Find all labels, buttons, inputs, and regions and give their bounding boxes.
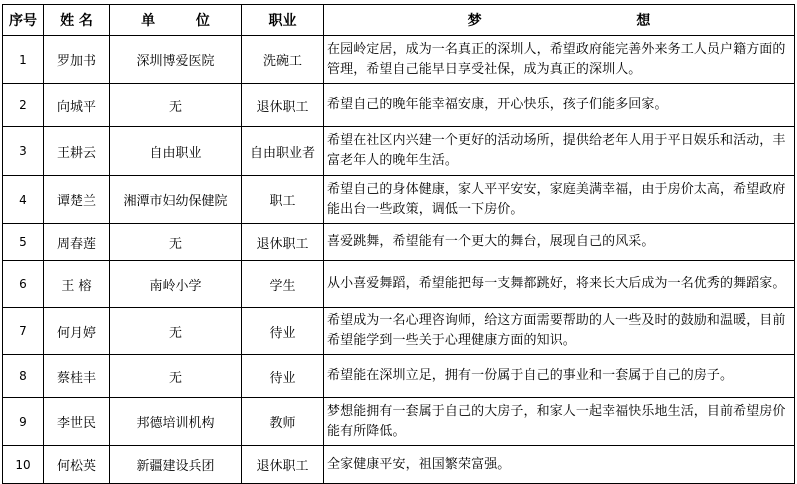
cell-unit: 深圳博爱医院	[110, 36, 242, 84]
cell-index: 10	[3, 446, 44, 484]
cell-dream: 希望自己的晚年能幸福安康，开心快乐，孩子们能多回家。	[324, 84, 795, 127]
cell-job: 教师	[242, 398, 324, 446]
cell-name: 周春莲	[44, 224, 110, 261]
table-row	[3, 355, 795, 398]
table-row	[3, 261, 795, 308]
cell-dream: 希望自己的身体健康，家人平平安安，家庭美满幸福，由于房价太高，希望政府能出台一些政策，调低一下房价。	[324, 176, 795, 224]
cell-job: 退休职工	[242, 84, 324, 127]
cell-unit: 无	[110, 308, 242, 355]
cell-name: 向城平	[44, 84, 110, 127]
cell-index: 2	[3, 84, 44, 127]
cell-name: 王 榕	[44, 261, 110, 308]
cell-name: 蔡桂丰	[44, 355, 110, 398]
table-row	[3, 398, 795, 446]
cell-job: 学生	[242, 261, 324, 308]
cell-unit: 自由职业	[110, 127, 242, 176]
cell-unit: 新疆建设兵团	[110, 446, 242, 484]
cell-index: 5	[3, 224, 44, 261]
cell-name: 李世民	[44, 398, 110, 446]
cell-dream: 喜爱跳舞，希望能有一个更大的舞台，展现自己的风采。	[324, 224, 795, 261]
cell-job: 洗碗工	[242, 36, 324, 84]
cell-dream: 希望能在深圳立足，拥有一份属于自己的事业和一套属于自己的房子。	[324, 355, 795, 398]
cell-job: 职工	[242, 176, 324, 224]
table-row	[3, 224, 795, 261]
cell-unit: 湘潭市妇幼保健院	[110, 176, 242, 224]
header-name: 姓 名	[44, 5, 110, 36]
cell-index: 4	[3, 176, 44, 224]
cell-dream: 全家健康平安，祖国繁荣富强。	[324, 446, 795, 484]
cell-index: 3	[3, 127, 44, 176]
cell-unit: 无	[110, 224, 242, 261]
header-index: 序号	[3, 5, 44, 36]
cell-job: 自由职业者	[242, 127, 324, 176]
cell-dream: 梦想能拥有一套属于自己的大房子，和家人一起幸福快乐地生活，目前希望房价能有所降低。	[324, 398, 795, 446]
cell-unit: 邦德培训机构	[110, 398, 242, 446]
cell-index: 6	[3, 261, 44, 308]
table-header-row	[3, 5, 795, 36]
cell-job: 待业	[242, 308, 324, 355]
header-job: 职业	[242, 5, 324, 36]
dreams-table	[2, 4, 795, 484]
cell-name: 何松英	[44, 446, 110, 484]
table-row	[3, 84, 795, 127]
table-row	[3, 36, 795, 84]
cell-name: 罗加书	[44, 36, 110, 84]
table-row	[3, 127, 795, 176]
cell-dream: 从小喜爱舞蹈，希望能把每一支舞都跳好，将来长大后成为一名优秀的舞蹈家。	[324, 261, 795, 308]
cell-dream: 希望在社区内兴建一个更好的活动场所，提供给老年人用于平日娱乐和活动，丰富老年人的晚年生活。	[324, 127, 795, 176]
header-dream: 梦 想	[324, 5, 795, 36]
cell-index: 1	[3, 36, 44, 84]
cell-name: 王耕云	[44, 127, 110, 176]
cell-dream: 在园岭定居，成为一名真正的深圳人，希望政府能完善外来务工人员户籍方面的管理，希望自己能早日享受社保，成为真正的深圳人。	[324, 36, 795, 84]
cell-dream: 希望成为一名心理咨询师，给这方面需要帮助的人一些及时的鼓励和温暖，目前希望能学到一些关于心理健康方面的知识。	[324, 308, 795, 355]
cell-unit: 无	[110, 355, 242, 398]
cell-name: 何月婷	[44, 308, 110, 355]
cell-unit: 无	[110, 84, 242, 127]
table-row	[3, 446, 795, 484]
header-unit: 单 位	[110, 5, 242, 36]
cell-job: 退休职工	[242, 224, 324, 261]
cell-job: 待业	[242, 355, 324, 398]
cell-unit: 南岭小学	[110, 261, 242, 308]
cell-index: 9	[3, 398, 44, 446]
cell-index: 8	[3, 355, 44, 398]
cell-name: 谭楚兰	[44, 176, 110, 224]
table-row	[3, 176, 795, 224]
table-row	[3, 308, 795, 355]
cell-index: 7	[3, 308, 44, 355]
cell-job: 退休职工	[242, 446, 324, 484]
